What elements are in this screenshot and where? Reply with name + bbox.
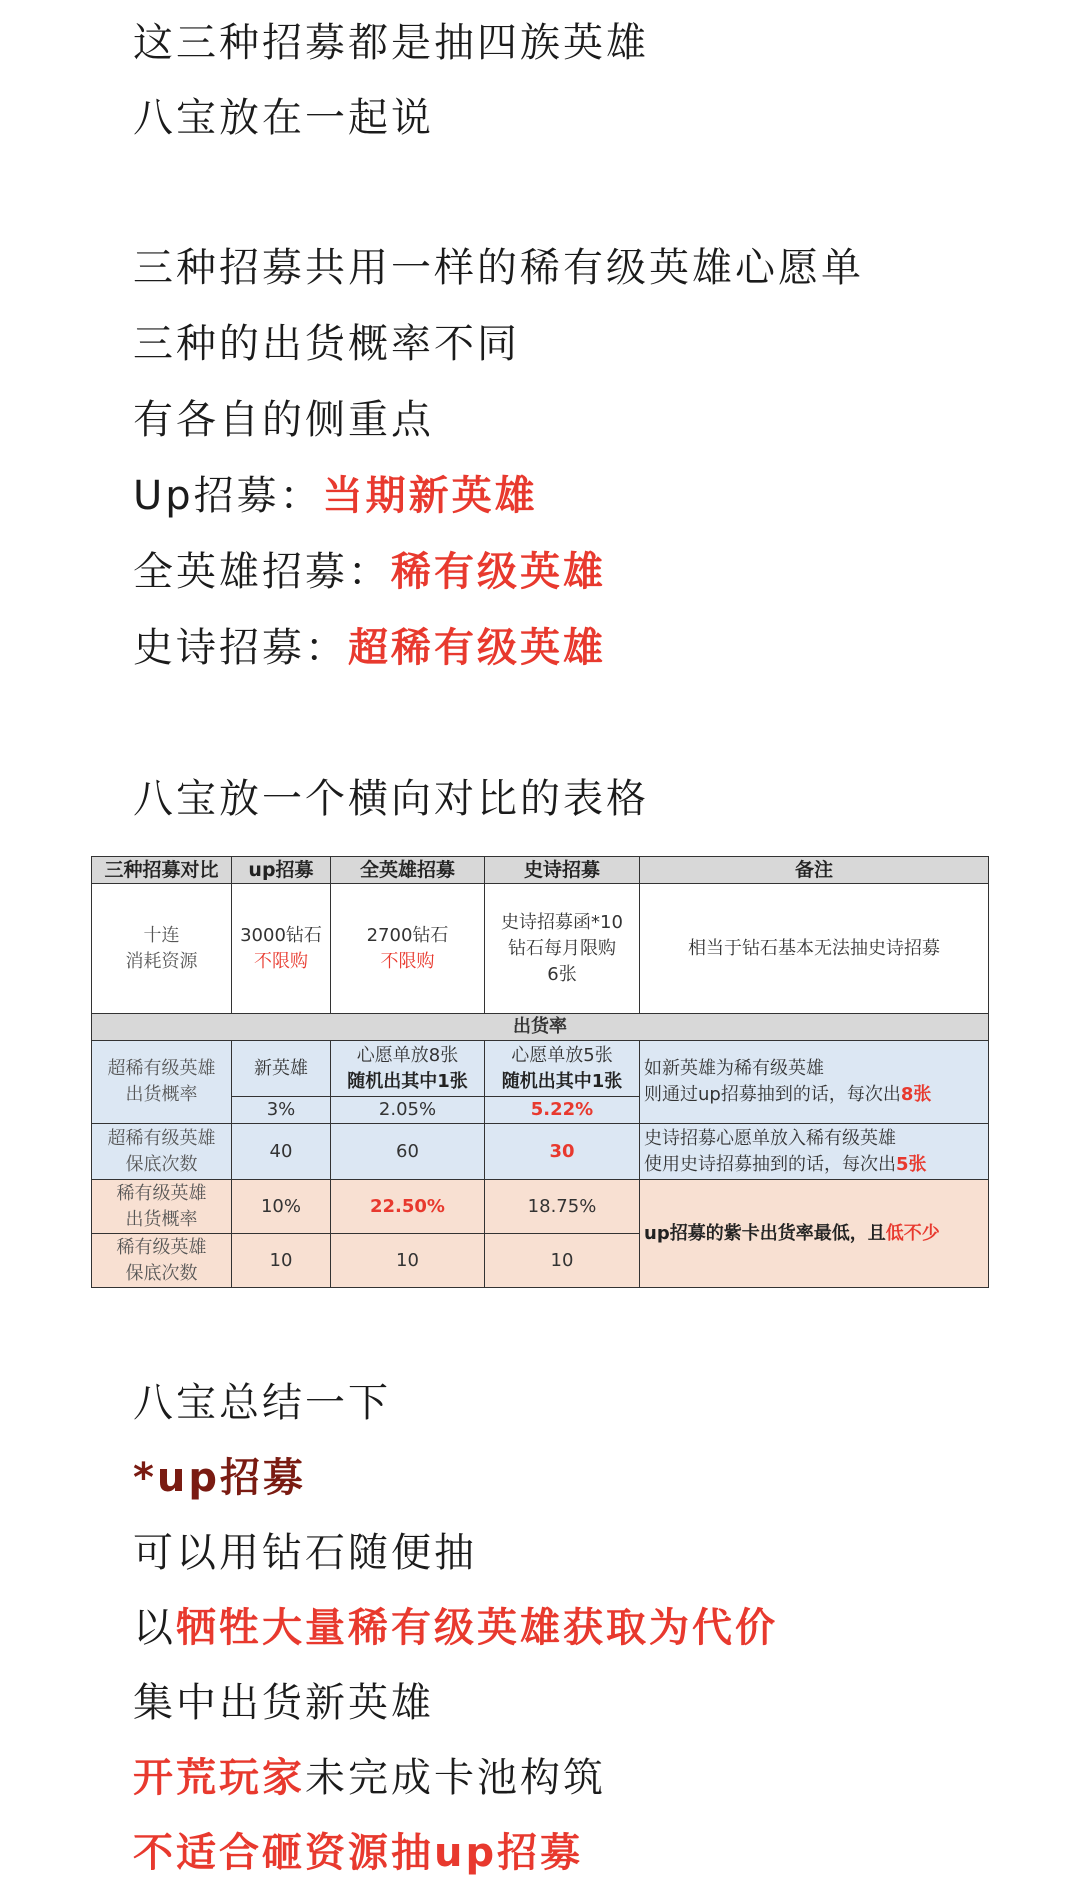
note-epic-wish: 史诗招募心愿单放入稀有级英雄 使用史诗招募抽到的话，每次出5张 <box>640 1124 989 1180</box>
section-title: 出货率 <box>92 1014 989 1041</box>
text-line-8 <box>133 620 606 676</box>
line-7-highlight: 稀有级英雄 <box>391 549 606 595</box>
ssr-rate-all-type: 心愿单放8张 随机出其中1张 <box>331 1041 485 1097</box>
ssr-rate-up: 3% <box>232 1097 331 1124</box>
line-13-highlight: 牺牲大量稀有级英雄获取为代价 <box>176 1605 778 1651</box>
table-row-ssr-pity <box>92 1124 989 1180</box>
text-line-15 <box>133 1750 606 1806</box>
cost-epic: 史诗招募函*10 钻石每月限购 6张 <box>485 884 640 1014</box>
table-section-row <box>92 1014 989 1041</box>
ssr-rate-label: 超稀有级英雄 出货概率 <box>92 1041 232 1124</box>
text-line-10: 八宝总结一下 <box>133 1380 391 1426</box>
note-new-hero: 如新英雄为稀有级英雄 则通过up招募抽到的话，每次出8张 <box>640 1041 989 1124</box>
ssr-rate-epic: 5.22% <box>485 1097 640 1124</box>
line-13-prefix: 以 <box>133 1605 176 1651</box>
ssr-rate-all: 2.05% <box>331 1097 485 1124</box>
text-line-4: 三种的出货概率不同 <box>133 321 520 367</box>
ssr-pity-all: 60 <box>331 1124 485 1180</box>
line-7-prefix: 全英雄招募： <box>133 549 391 595</box>
header-compare: 三种招募对比 <box>92 857 232 884</box>
header-note: 备注 <box>640 857 989 884</box>
header-up: up招募 <box>232 857 331 884</box>
text-line-3: 三种招募共用一样的稀有级英雄心愿单 <box>133 245 864 291</box>
ssr-pity-label: 超稀有级英雄 保底次数 <box>92 1124 232 1180</box>
sr-pity-all: 10 <box>331 1234 485 1288</box>
ssr-pity-epic: 30 <box>485 1124 640 1180</box>
cost-note: 相当于钻石基本无法抽史诗招募 <box>640 884 989 1014</box>
ssr-pity-up: 40 <box>232 1124 331 1180</box>
cost-label: 十连 消耗资源 <box>92 884 232 1014</box>
cost-up: 3000钻石 不限购 <box>232 884 331 1014</box>
ssr-rate-up-type: 新英雄 <box>232 1041 331 1097</box>
header-epic: 史诗招募 <box>485 857 640 884</box>
text-line-16: 不适合砸资源抽up招募 <box>133 1830 584 1876</box>
text-line-11: *up招募 <box>133 1455 307 1501</box>
text-line-13 <box>133 1600 778 1656</box>
text-line-6 <box>133 468 538 524</box>
line-6-highlight: 当期新英雄 <box>322 473 538 519</box>
table-row-cost <box>92 884 989 1014</box>
text-line-9: 八宝放一个横向对比的表格 <box>133 776 649 822</box>
sr-pity-epic: 10 <box>485 1234 640 1288</box>
note-purple-rate: up招募的紫卡出货率最低，且低不少 <box>640 1180 989 1288</box>
header-all: 全英雄招募 <box>331 857 485 884</box>
line-8-prefix: 史诗招募： <box>133 625 348 671</box>
text-line-2: 八宝放在一起说 <box>133 95 434 141</box>
table-row-sr-rate <box>92 1180 989 1234</box>
comparison-table <box>91 856 989 1288</box>
table-header-row <box>92 857 989 884</box>
line-15-highlight: 开荒玩家 <box>133 1755 305 1801</box>
text-line-1: 这三种招募都是抽四族英雄 <box>133 20 649 66</box>
cost-all: 2700钻石 不限购 <box>331 884 485 1014</box>
sr-rate-label: 稀有级英雄 出货概率 <box>92 1180 232 1234</box>
sr-rate-all: 22.50% <box>331 1180 485 1234</box>
sr-rate-epic: 18.75% <box>485 1180 640 1234</box>
line-8-highlight: 超稀有级英雄 <box>348 625 606 671</box>
sr-rate-up: 10% <box>232 1180 331 1234</box>
text-line-5: 有各自的侧重点 <box>133 397 434 443</box>
line-15-rest: 未完成卡池构筑 <box>305 1755 606 1801</box>
text-line-14: 集中出货新英雄 <box>133 1680 434 1726</box>
table-row-ssr-rate-a <box>92 1041 989 1097</box>
text-line-12: 可以用钻石随便抽 <box>133 1530 477 1576</box>
sr-pity-label: 稀有级英雄 保底次数 <box>92 1234 232 1288</box>
ssr-rate-epic-type: 心愿单放5张 随机出其中1张 <box>485 1041 640 1097</box>
line-6-prefix: Up招募： <box>133 473 323 519</box>
sr-pity-up: 10 <box>232 1234 331 1288</box>
text-line-7 <box>133 544 606 600</box>
